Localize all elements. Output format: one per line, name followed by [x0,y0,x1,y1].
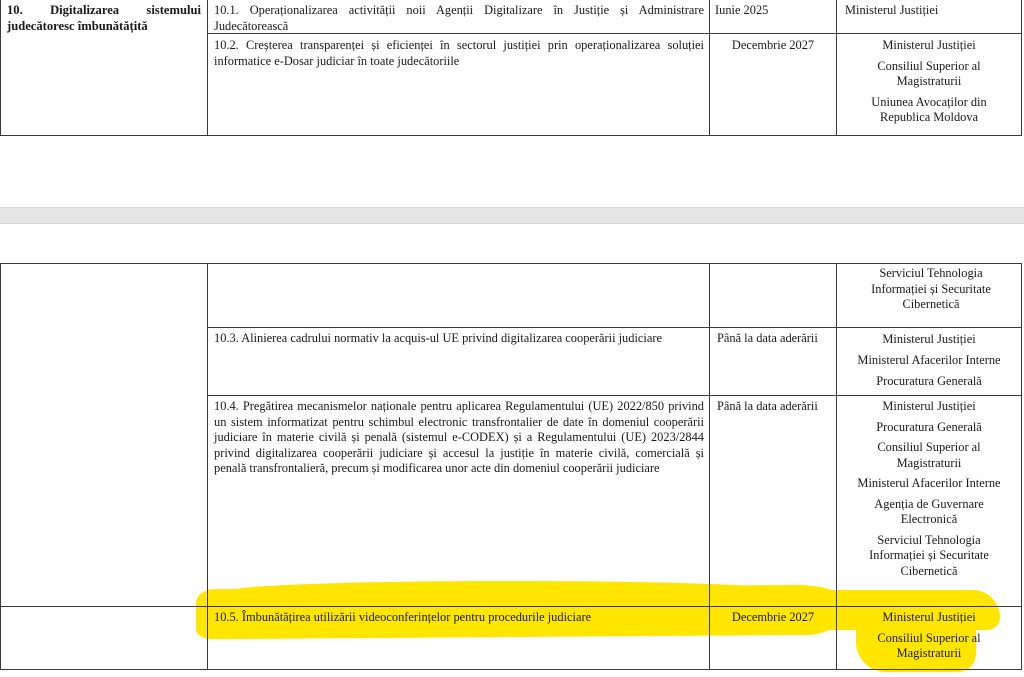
action-cell: 10.3. Alinierea cadrului normativ la acquis-ul UE privind digitalizarea cooperării judiciare [214,331,662,345]
responsible-cell [845,3,1017,24]
deadline-cell: Iunie 2025 [715,3,769,17]
action-cell: 10.4. Pregătirea mecanismelor naționale pentru aplicarea Regulamentului (UE) 2022/850 privind un sistem informatizat pentru schimbul electronic transfrontalier de date în domeniul cooperării judiciare în materie civilă și penală (sistemul e-CODEX) și a Regulamentului (UE) 2023/2844 privind digitalizarea cooperării judiciare și accesul la justiție în materie civilă, comercială și penală transfrontalieră, precum și modificarea unor acte din domeniul cooperării judiciare [214,399,704,475]
responsible-cell [851,266,1011,318]
page2-table [0,263,1022,670]
agency: Ministerul Justiției [845,3,939,17]
responsible-cell [839,38,1019,131]
responsible-cell [839,610,1019,667]
agency: Serviciul Tehnologia Informației și Securitate Cibernetică [869,532,989,578]
objective-cell: 10. Digitalizarea sistemului judecătoresc îmbunătățită [7,3,201,33]
column-divider [207,264,208,669]
agency: Agenția de Guvernare Electronică [874,496,984,526]
agency: Uniunea Avocaților din Republica Moldova [871,94,987,124]
agency: Serviciul Tehnologia Informației și Securitate Cibernetică [871,266,991,311]
column-divider [836,0,837,135]
deadline-cell: Până la data aderării [717,331,818,345]
action-cell-highlighted: 10.5. Îmbunătățirea utilizării videoconferințelor pentru procedurile judiciare [214,610,592,624]
responsible-cell [839,331,1019,394]
agency: Ministerul Justiției [882,332,976,346]
agency: Ministerul Afacerilor Interne [857,476,1001,490]
deadline-cell: Până la data aderării [717,399,818,413]
agency: Ministerul Justiției [882,610,976,624]
agency: Procuratura Generală [876,419,982,434]
agency: Ministerul Justiției [882,399,976,413]
deadline-cell: Decembrie 2027 [731,38,815,52]
page1-table [0,0,1022,136]
row-divider [1,606,1021,607]
row-divider [207,327,1021,328]
agency: Consiliul Superior al Magistraturii [877,630,981,660]
column-divider [709,0,710,135]
page-separator [0,207,1024,224]
responsible-cell [839,399,1019,584]
column-divider [836,264,837,669]
column-divider [709,264,710,669]
agency: Ministerul Justiției [882,38,976,52]
action-cell: 10.2. Creșterea transparenței și eficienței în sectorul justiției prin operaționalizarea soluției informatice e-Dosar judiciar în toate judecătoriile [214,38,704,68]
agency: Consiliul Superior al Magistraturii [877,58,981,88]
agency: Consiliul Superior al Magistraturii [877,440,981,470]
action-cell: 10.1. Operaționalizarea activității noii Agenții Digitalizare în Justiție și Administrare Judecătorească [214,3,704,33]
agency: Procuratura Generală [876,374,982,388]
deadline-cell: Decembrie 2027 [731,610,815,624]
column-divider [207,0,208,135]
row-divider [207,395,1021,396]
agency: Ministerul Afacerilor Interne [857,353,1001,367]
